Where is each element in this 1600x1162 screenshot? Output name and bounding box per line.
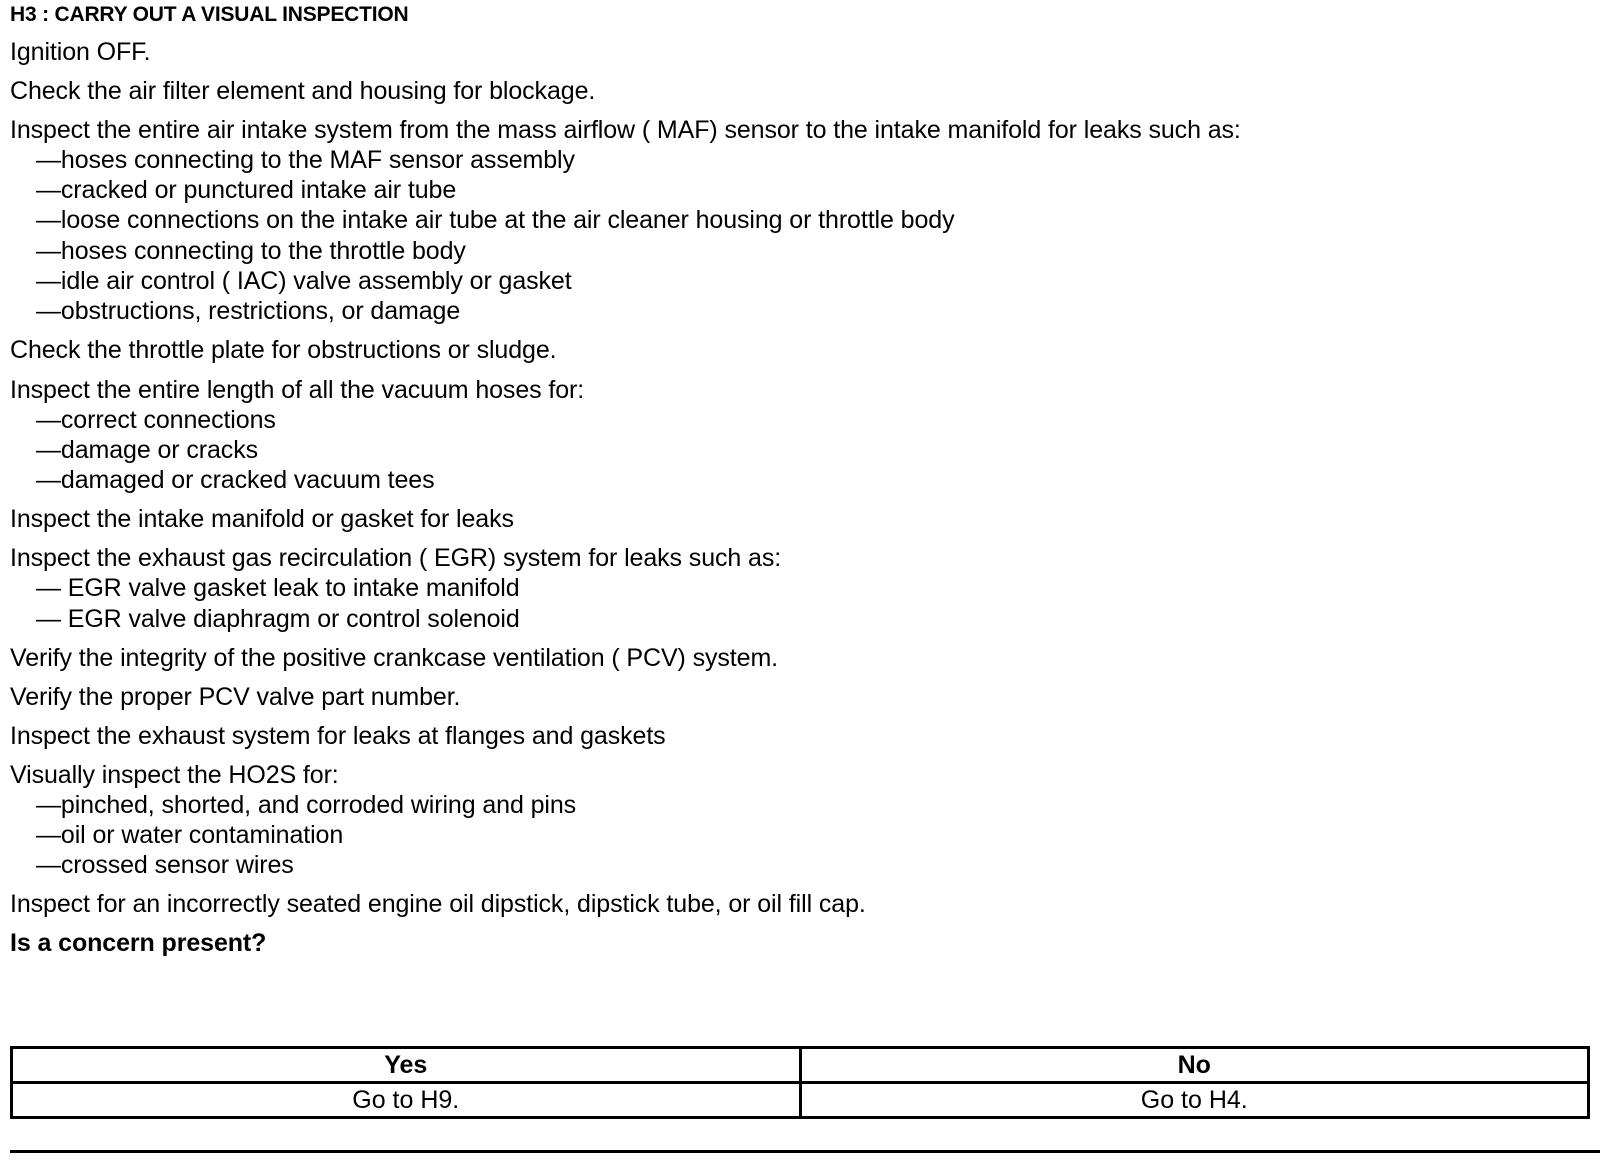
bottom-divider <box>10 1150 1600 1153</box>
sub-item-contamination: —oil or water contamination <box>36 821 344 849</box>
step-verify-pcv-part-number: Verify the proper PCV valve part number. <box>10 683 461 711</box>
step-inspect-ho2s: Visually inspect the HO2S for: <box>10 761 339 789</box>
sub-item-crossed-wires: —crossed sensor wires <box>36 851 294 879</box>
sub-item-egr-gasket: — EGR valve gasket leak to intake manifold <box>36 574 520 602</box>
sub-item-egr-diaphragm: — EGR valve diaphragm or control solenoid <box>36 605 520 633</box>
action-yes: Go to H9. <box>12 1083 801 1118</box>
sub-item-obstructions: —obstructions, restrictions, or damage <box>36 297 461 325</box>
sub-item-maf-hoses: —hoses connecting to the MAF sensor assembly <box>36 146 575 174</box>
result-header-row <box>12 1048 1589 1083</box>
question-concern-present: Is a concern present? <box>10 929 267 957</box>
sub-item-damage-cracks: —damage or cracks <box>36 436 258 464</box>
result-table <box>10 1046 1590 1119</box>
result-action-row <box>12 1083 1589 1118</box>
header-yes: Yes <box>12 1048 801 1083</box>
step-check-throttle-plate: Check the throttle plate for obstructions or sludge. <box>10 336 557 364</box>
step-ignition-off: Ignition OFF. <box>10 38 151 66</box>
step-inspect-egr-system: Inspect the exhaust gas recirculation ( EGR) system for leaks such as: <box>10 544 782 572</box>
step-inspect-air-intake: Inspect the entire air intake system from the mass airflow ( MAF) sensor to the intake manifold for leaks such as: <box>10 116 1241 144</box>
step-inspect-dipstick: Inspect for an incorrectly seated engine oil dipstick, dipstick tube, or oil fill cap. <box>10 890 866 918</box>
step-check-air-filter: Check the air filter element and housing for blockage. <box>10 77 596 105</box>
step-title: H3 : CARRY OUT A VISUAL INSPECTION <box>10 3 409 26</box>
step-inspect-vacuum-hoses: Inspect the entire length of all the vacuum hoses for: <box>10 376 585 404</box>
action-no: Go to H4. <box>800 1083 1589 1118</box>
sub-item-correct-connections: —correct connections <box>36 406 276 434</box>
sub-item-throttle-hoses: —hoses connecting to the throttle body <box>36 237 466 265</box>
sub-item-intake-tube: —cracked or punctured intake air tube <box>36 176 457 204</box>
sub-item-wiring-pins: —pinched, shorted, and corroded wiring and pins <box>36 791 577 819</box>
step-inspect-intake-manifold: Inspect the intake manifold or gasket for leaks <box>10 505 514 533</box>
step-verify-pcv-integrity: Verify the integrity of the positive crankcase ventilation ( PCV) system. <box>10 644 779 672</box>
header-no: No <box>800 1048 1589 1083</box>
step-inspect-exhaust: Inspect the exhaust system for leaks at flanges and gaskets <box>10 722 666 750</box>
sub-item-iac-valve: —idle air control ( IAC) valve assembly or gasket <box>36 267 572 295</box>
sub-item-vacuum-tees: —damaged or cracked vacuum tees <box>36 466 435 494</box>
sub-item-loose-connections: —loose connections on the intake air tube at the air cleaner housing or throttle body <box>36 206 955 234</box>
